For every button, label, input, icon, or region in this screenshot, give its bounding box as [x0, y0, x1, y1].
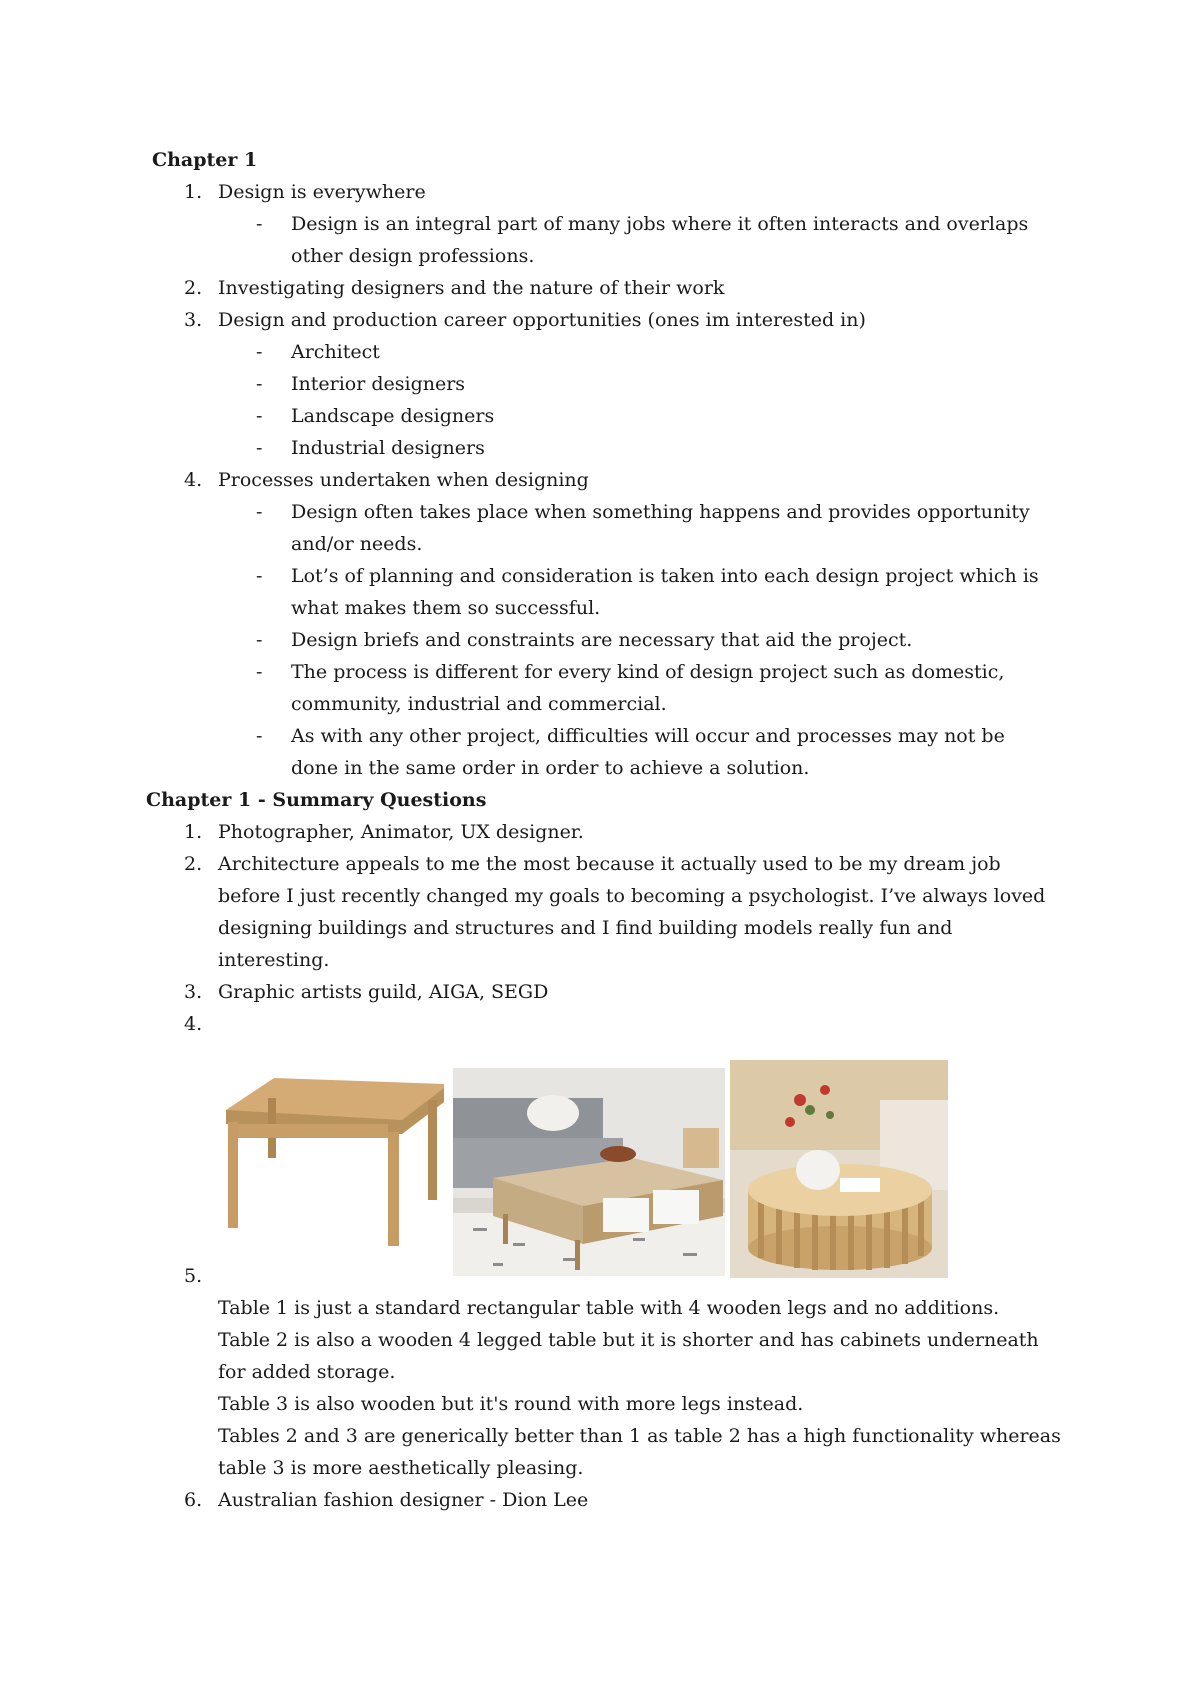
bullet-dash: -: [256, 725, 263, 747]
bullet-dash: -: [256, 373, 263, 395]
bullet-dash: -: [256, 341, 263, 363]
answer-text: Photographer, Animator, UX designer.: [218, 821, 584, 843]
bullet-dash: -: [256, 501, 263, 523]
answer-text: Table 1 is just a standard rectangular table with 4 wooden legs and no additions.: [218, 1297, 1000, 1319]
list-number: 1.: [184, 821, 203, 843]
list-number: 2.: [184, 853, 203, 875]
bullet-dash: -: [256, 213, 263, 235]
list-number: 3.: [184, 309, 203, 331]
list-item: Investigating designers and the nature of their work: [218, 277, 725, 299]
bullet-text: As with any other project, difficulties will occur and processes may not be: [291, 725, 1005, 747]
bullet-text: The process is different for every kind of design project such as domestic,: [291, 661, 1005, 683]
list-item: Design is everywhere: [218, 181, 426, 203]
answer-text: for added storage.: [218, 1361, 396, 1383]
bullet-dash: -: [256, 565, 263, 587]
list-number: 4.: [184, 469, 203, 491]
bullet-dash: -: [256, 405, 263, 427]
bullet-text: Landscape designers: [291, 405, 495, 427]
list-number: 2.: [184, 277, 203, 299]
list-number: 5.: [184, 1265, 203, 1287]
bullet-dash: -: [256, 629, 263, 651]
answer-text: Australian fashion designer - Dion Lee: [218, 1489, 589, 1511]
list-number: 3.: [184, 981, 203, 1003]
bullet-text: community, industrial and commercial.: [291, 693, 667, 715]
answer-text: interesting.: [218, 949, 330, 971]
bullet-text: Interior designers: [291, 373, 466, 395]
answer-text: Graphic artists guild, AIGA, SEGD: [218, 981, 549, 1003]
summary-questions-heading: Chapter 1 - Summary Questions: [146, 789, 487, 811]
bullet-text: done in the same order in order to achieve a solution.: [291, 757, 810, 779]
rectangular-wooden-table-icon: [218, 1068, 448, 1248]
answer-text: Table 2 is also a wooden 4 legged table but it is shorter and has cabinets underneath: [218, 1329, 1039, 1351]
round-slatted-coffee-table-icon: [730, 1060, 948, 1278]
list-number: 1.: [184, 181, 203, 203]
answer-text: designing buildings and structures and I find building models really fun and: [218, 917, 953, 939]
list-item: Design and production career opportunities (ones im interested in): [218, 309, 866, 331]
bullet-text: Architect: [291, 341, 380, 363]
bullet-text: other design professions.: [291, 245, 535, 267]
bullet-dash: -: [256, 661, 263, 683]
bullet-text: what makes them so successful.: [291, 597, 601, 619]
answer-text: Tables 2 and 3 are generically better than 1 as table 2 has a high functionality whereas: [218, 1425, 1061, 1447]
bullet-text: Lot’s of planning and consideration is taken into each design project which is: [291, 565, 1039, 587]
answer-text: before I just recently changed my goals to becoming a psychologist. I’ve always loved: [218, 885, 1046, 907]
coffee-table-with-cabinets-icon: [453, 1068, 725, 1276]
answer-text: Architecture appeals to me the most because it actually used to be my dream job: [218, 853, 1001, 875]
bullet-text: Design often takes place when something happens and provides opportunity: [291, 501, 1030, 523]
list-number: 4.: [184, 1013, 203, 1035]
bullet-text: Design is an integral part of many jobs where it often interacts and overlaps: [291, 213, 1029, 235]
chapter-1-heading: Chapter 1: [152, 149, 258, 171]
answer-text: Table 3 is also wooden but it's round with more legs instead.: [218, 1393, 804, 1415]
bullet-text: Design briefs and constraints are necessary that aid the project.: [291, 629, 913, 651]
bullet-text: Industrial designers: [291, 437, 485, 459]
list-number: 6.: [184, 1489, 203, 1511]
bullet-text: and/or needs.: [291, 533, 423, 555]
answer-text: table 3 is more aesthetically pleasing.: [218, 1457, 584, 1479]
bullet-dash: -: [256, 437, 263, 459]
list-item: Processes undertaken when designing: [218, 469, 589, 491]
